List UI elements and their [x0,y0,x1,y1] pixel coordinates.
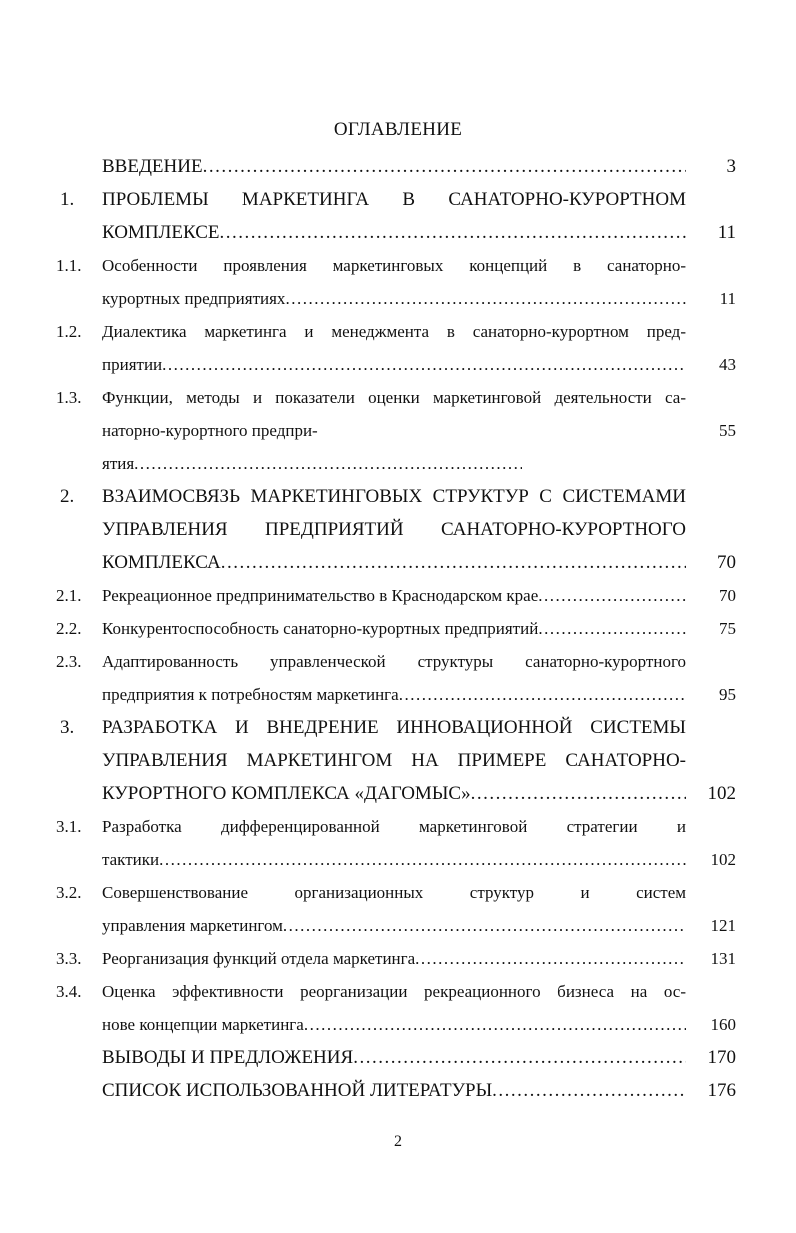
toc-entry-page: 11 [719,289,736,308]
toc-entry-text: ВЫВОДЫ И ПРЕДЛОЖЕНИЯ ..... [102,1041,686,1074]
toc-entry[interactable] [0,579,796,612]
toc-entry[interactable] [0,249,796,315]
toc-entry-text: предприятия к потребностям маркетинга ..... [102,678,686,711]
toc-title: ОГЛАВЛЕНИЕ [333,119,463,140]
toc-entry-number: 3.3. [56,949,82,968]
toc-entry-text: УПРАВЛЕНИЯ ПРЕДПРИЯТИЙ САНАТОРНО-КУРОРТНОГО [102,519,686,540]
toc-entry-page: 75 [719,619,736,638]
toc-entry[interactable] [0,381,796,480]
toc-entry-text: РАЗРАБОТКА И ВНЕДРЕНИЕ ИННОВАЦИОННОЙ СИСТЕМЫ [102,717,686,738]
toc-entry-text: Оценка эффективности реорганизации рекреационного бизнеса на ос- [102,982,686,1001]
toc-entry-text: ВЗАИМОСВЯЗЬ МАРКЕТИНГОВЫХ СТРУКТУР С СИСТЕМАМИ [102,486,686,507]
toc-entry-page: 11 [717,222,736,243]
toc-entry[interactable] [0,942,796,975]
toc-entry-text: ятия ..... [102,447,522,480]
toc-entry-text: Совершенствование организационных структур и систем [102,883,686,902]
toc-entry-text: ВВЕДЕНИЕ ..... [102,150,686,183]
toc-entry-text: Функции, методы и показатели оценки маркетинговой деятельности са- [102,388,686,407]
dot-leader [399,678,686,711]
toc-entry-number: 1. [60,189,75,210]
toc-entry-page: 160 [710,1015,736,1034]
toc-entry-text: приятии ..... [102,348,686,381]
toc-entry-page: 70 [717,552,736,573]
dot-leader [220,216,686,249]
toc-entry-text: нове концепции маркетинга ..... [102,1008,686,1041]
toc-entry-number: 1.3. [56,388,82,407]
toc-entry-text: Конкурентоспособность санаторно-курортных предприятий ..... [102,612,686,645]
toc-entry-page: 55 [719,421,736,440]
toc-entry-text: Адаптированность управленческой структуры санаторно-курортного [102,652,686,671]
toc-entry-text: КОМПЛЕКСА ..... [102,546,686,579]
toc-entry-text: тактики ..... [102,843,686,876]
dot-leader [538,579,686,612]
dot-leader [415,942,686,975]
toc-entry-number: 2.1. [56,586,82,605]
dot-leader [221,546,686,579]
toc-entry-number: 1.2. [56,322,82,341]
toc-entry-number: 3. [60,717,75,738]
dot-leader [353,1041,686,1074]
toc-entry[interactable] [0,810,796,876]
dot-leader [471,777,686,810]
dot-leader [285,282,686,315]
dot-leader [538,612,686,645]
toc-entry[interactable] [0,645,796,711]
toc-entry-text: Разработка дифференцированной маркетинговой стратегии и [102,817,686,836]
toc-entry-number: 3.1. [56,817,82,836]
page-number: 2 [394,1133,402,1150]
toc-entry[interactable] [0,1041,796,1074]
toc-entry[interactable] [0,876,796,942]
toc-entry-page: 131 [710,949,736,968]
toc-entry-text: управления маркетингом ..... [102,909,686,942]
toc-entry-page: 95 [719,685,736,704]
toc-entry[interactable] [0,183,796,249]
toc-entry-number: 1.1. [56,256,82,275]
toc-entry-page: 121 [710,916,736,935]
toc-entry-page: 70 [719,586,736,605]
toc-entry-text: Рекреационное предпринимательство в Краснодарском крае ..... [102,579,686,612]
toc-entry-page: 176 [707,1080,736,1101]
dot-leader [162,348,686,381]
toc-entry[interactable] [0,975,796,1041]
toc-entry-text: наторно-курортного предпри- [102,421,318,440]
toc-entry-number: 2. [60,486,75,507]
dot-leader [283,909,686,942]
toc-entry-number: 3.2. [56,883,82,902]
toc-entry-text: курортных предприятиях ..... [102,282,686,315]
toc-entry-text: СПИСОК ИСПОЛЬЗОВАННОЙ ЛИТЕРАТУРЫ ..... [102,1074,686,1107]
toc-entry[interactable] [0,480,796,579]
toc-entry[interactable] [0,1074,796,1107]
toc-entry-number: 2.3. [56,652,82,671]
dot-leader [134,447,522,480]
toc-entry[interactable] [0,711,796,810]
table-of-contents [0,150,796,1107]
toc-entry-text: УПРАВЛЕНИЯ МАРКЕТИНГОМ НА ПРИМЕРЕ САНАТОРНО- [102,750,686,771]
toc-entry-number: 3.4. [56,982,82,1001]
dot-leader [159,843,686,876]
toc-entry-page: 43 [719,355,736,374]
toc-entry-text: ПРОБЛЕМЫ МАРКЕТИНГА В САНАТОРНО-КУРОРТНОМ [102,189,686,210]
dot-leader [304,1008,686,1041]
toc-entry-number: 2.2. [56,619,82,638]
toc-entry-page: 3 [726,156,736,177]
toc-entry-text: КУРОРТНОГО КОМПЛЕКСА «ДАГОМЫС» ..... [102,777,686,810]
toc-entry-text: Реорганизация функций отдела маркетинга ..... [102,942,686,975]
dot-leader [492,1074,686,1107]
toc-entry[interactable] [0,612,796,645]
dot-leader [203,150,686,183]
toc-entry-page: 170 [707,1047,736,1068]
toc-entry-text: КОМПЛЕКСЕ ..... [102,216,686,249]
toc-entry-page: 102 [710,850,736,869]
toc-entry[interactable] [0,150,796,183]
toc-entry-text: Особенности проявления маркетинговых концепций в санаторно- [102,256,686,275]
toc-entry-page: 102 [707,783,736,804]
toc-entry[interactable] [0,315,796,381]
toc-entry-text: Диалектика маркетинга и менеджмента в санаторно-курортном пред- [102,322,686,341]
